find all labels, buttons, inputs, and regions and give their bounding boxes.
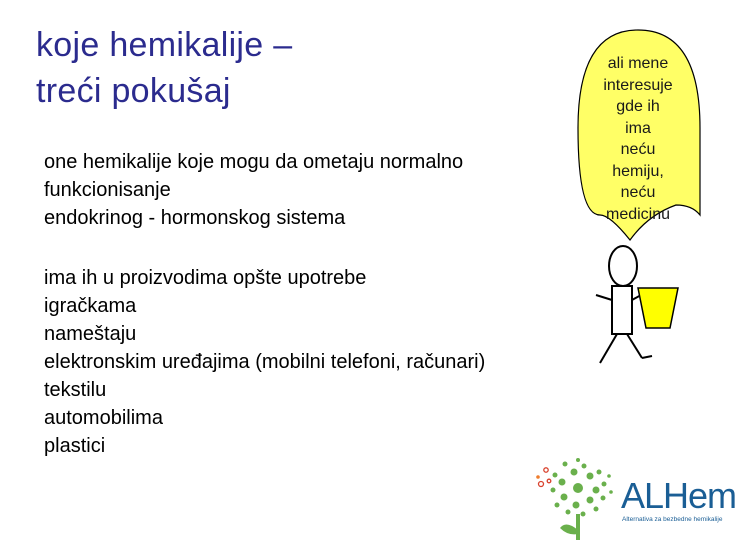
figure-head	[609, 246, 637, 286]
logo-colored-dots	[539, 468, 551, 487]
text-line: one hemikalije koje mogu da ometaju normalno	[44, 151, 464, 173]
list-item: elektronskim uređajima (mobilni telefoni, računari)	[44, 351, 486, 373]
text-line: funkcionisanje	[44, 179, 171, 201]
logo-name: ALHem	[621, 475, 736, 516]
list-item: igračkama	[44, 295, 137, 317]
bubble-line: gde ih	[616, 98, 660, 115]
figure-leg-right	[627, 334, 642, 358]
bubble-line: hemiju,	[612, 162, 664, 180]
list-item: tekstilu	[44, 379, 107, 401]
logo-tagline: Alternativa za bezbedne hemikalije	[622, 516, 723, 523]
logo-flower	[551, 458, 613, 517]
list-item: ima ih u proizvodima opšte upotrebe	[44, 267, 367, 289]
list-item: plastici	[44, 435, 106, 457]
bubble-line: ali mene	[607, 55, 669, 72]
bubble-line: medicinu	[605, 205, 671, 223]
logo-leaf	[560, 524, 578, 534]
bubble-line: neću	[620, 141, 656, 158]
figure-arm-left	[596, 295, 612, 300]
list-item: nameštaju	[44, 323, 137, 345]
title-line-1: koje hemikalije –	[36, 26, 293, 64]
basket	[638, 288, 678, 328]
text-line: endokrinog - hormonskog sistema	[44, 207, 346, 229]
bubble-line: ima	[625, 119, 651, 137]
figure-body	[612, 286, 632, 334]
figure-leg-left	[600, 334, 617, 363]
bubble-line: neću	[620, 184, 656, 201]
title-line-2: treći pokušaj	[36, 72, 231, 110]
list-item: automobilima	[44, 407, 163, 429]
bubble-line: interesuje	[603, 76, 673, 94]
